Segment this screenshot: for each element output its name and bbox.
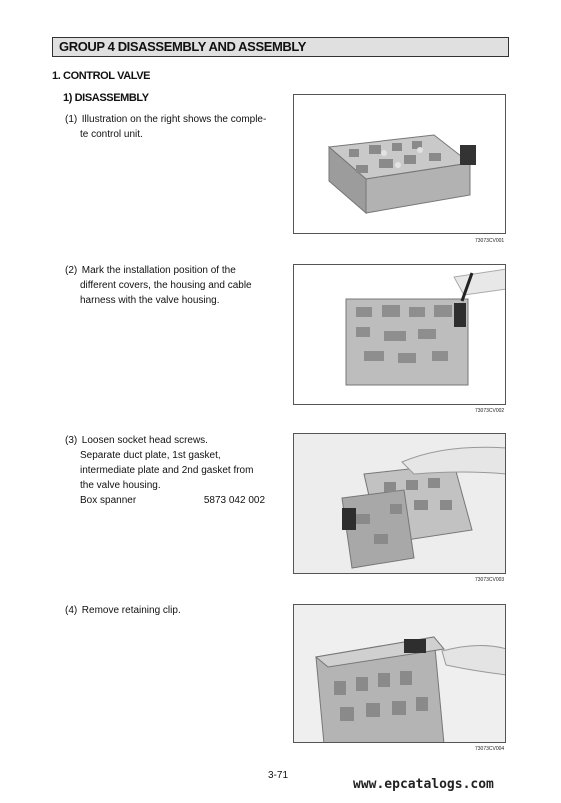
group-header-bar [52, 37, 509, 57]
page-number: 3-71 [268, 770, 289, 781]
step-2-figure-code: 73073CV002 [475, 408, 505, 414]
step-3-line-4: the valve housing. [80, 480, 161, 491]
step-1-line-2: te control unit. [80, 129, 143, 140]
step-1 [65, 112, 265, 142]
step-3 [65, 433, 265, 508]
tool-part-number: 5873 042 002 [203, 495, 265, 506]
step-2-line-1: Mark the installation position of the [81, 265, 236, 276]
step-3-line-1: Loosen socket head screws. [81, 435, 208, 446]
step-4-photo [293, 604, 506, 743]
step-2-photo [293, 264, 506, 405]
step-2-number: (2) [65, 265, 78, 276]
step-1-line-1: Illustration on the right shows the comple- [81, 114, 267, 125]
step-3-photo [293, 433, 506, 574]
step-4 [65, 603, 265, 618]
box-spanner-row [65, 493, 265, 508]
step-3-number: (3) [65, 435, 78, 446]
tool-name: Box spanner [80, 495, 137, 506]
step-2-line-2: different covers, the housing and cable [80, 280, 252, 291]
step-1-number: (1) [65, 114, 78, 125]
step-4-figure-code: 73073CV004 [475, 746, 505, 752]
step-1-figure-code: 73073CV001 [475, 238, 505, 244]
watermark-link[interactable]: www.epcatalogs.com [353, 777, 494, 792]
step-1-photo [293, 94, 506, 234]
step-4-line-1: Remove retaining clip. [81, 605, 181, 616]
step-3-line-2: Separate duct plate, 1st gasket, [80, 450, 221, 461]
step-4-number: (4) [65, 605, 78, 616]
step-3-figure-code: 73073CV003 [475, 577, 505, 583]
step-2 [65, 263, 265, 308]
section-title: 1. CONTROL VALVE [52, 70, 151, 82]
group-title: GROUP 4 DISASSEMBLY AND ASSEMBLY [59, 39, 307, 54]
step-3-line-3: intermediate plate and 2nd gasket from [80, 465, 254, 476]
subsection-title: 1) DISASSEMBLY [63, 92, 149, 104]
step-2-line-3: harness with the valve housing. [80, 295, 220, 306]
